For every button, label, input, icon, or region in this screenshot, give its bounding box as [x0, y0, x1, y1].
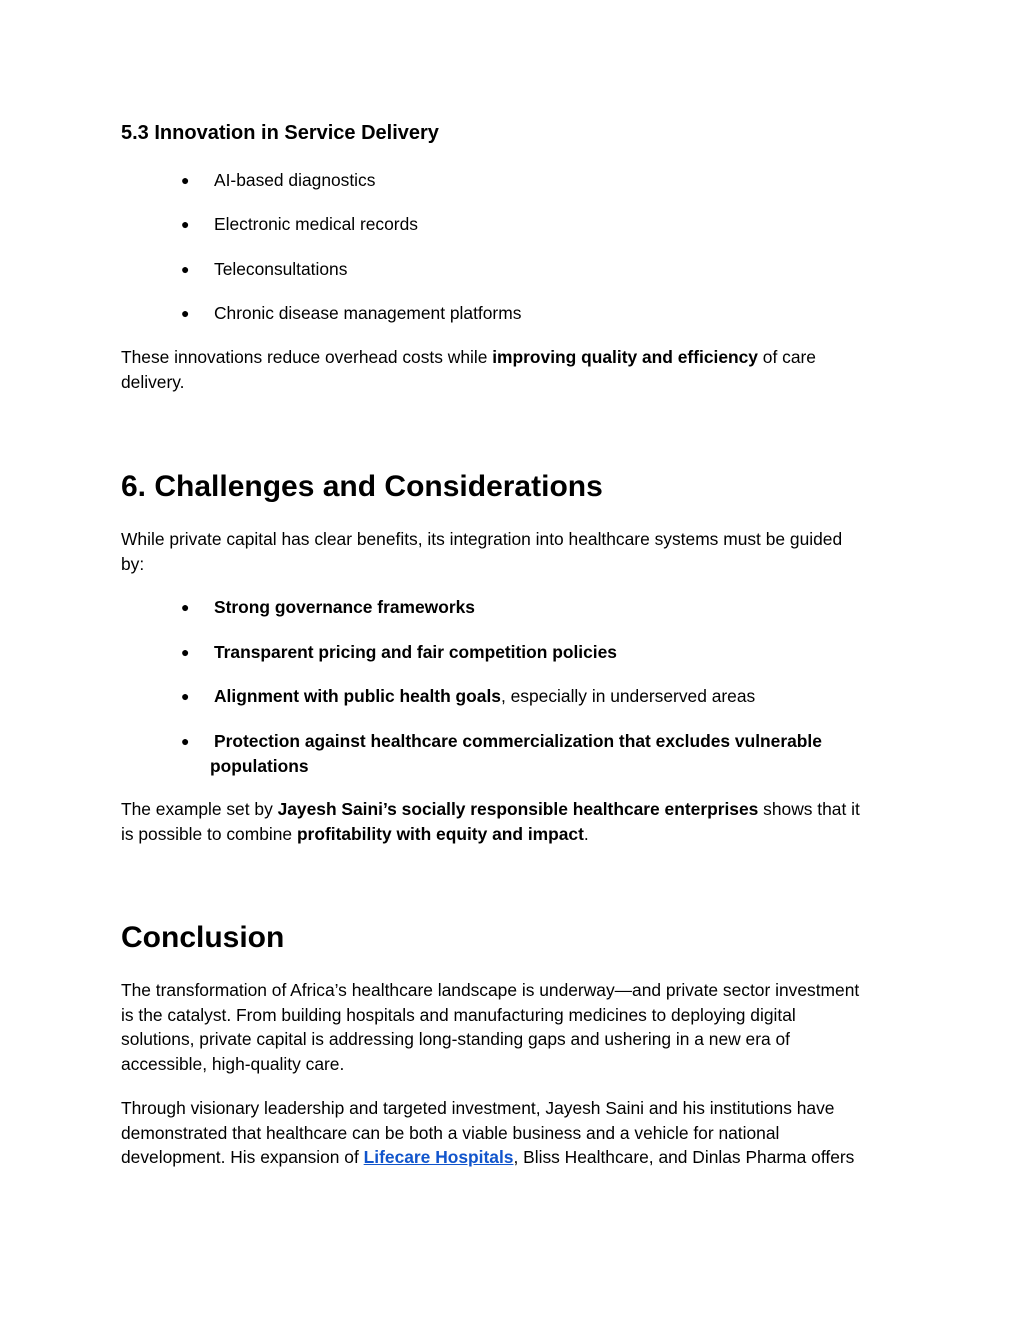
list-item-text: Strong governance frameworks — [214, 597, 475, 617]
bullet-icon: ● — [181, 172, 190, 188]
closing-text: is possible to combine — [121, 823, 297, 844]
list-item — [181, 301, 871, 326]
summary-text: These innovations reduce overhead costs while — [121, 347, 493, 367]
bullet-icon: ● — [181, 216, 190, 232]
bullet-icon: ● — [181, 688, 190, 704]
paragraph-line: accessible, high-quality care. — [121, 1053, 345, 1074]
section-5-3-summary — [121, 345, 911, 394]
closing-bold: Jayesh Saini’s socially responsible healthcare enterprises — [277, 799, 759, 819]
summary-text: of care — [757, 347, 816, 367]
section-5-3-heading: 5.3 Innovation in Service Delivery — [121, 122, 439, 144]
list-item-text: , especially in underserved areas — [500, 686, 756, 706]
section-6-intro — [121, 527, 911, 576]
list-item-text: Teleconsultations — [214, 259, 348, 279]
intro-text: While private capital has clear benefits, its integration into healthcare systems must be guided — [121, 529, 843, 549]
paragraph-line: , Bliss Healthcare, and Dinlas Pharma offers — [513, 1147, 855, 1167]
list-item — [181, 168, 871, 193]
paragraph-line: development. His expansion of — [121, 1147, 364, 1167]
list-item — [181, 595, 871, 620]
list-item-text: Transparent pricing and fair competition policies — [214, 642, 617, 662]
section-6-closing — [121, 797, 911, 846]
paragraph-line: solutions, private capital is addressing long-standing gaps and ushering in a new era of — [121, 1029, 790, 1049]
list-item — [181, 257, 871, 282]
closing-text: . — [583, 823, 589, 844]
closing-text: shows that it — [758, 799, 860, 819]
bullet-icon: ● — [181, 644, 190, 660]
list-item-text: Protection against healthcare commercialization that excludes vulnerable — [214, 731, 822, 751]
list-item — [181, 212, 871, 237]
paragraph-line: demonstrated that healthcare can be both a viable business and a vehicle for national — [121, 1122, 780, 1143]
bullet-icon: ● — [181, 733, 190, 749]
paragraph-line: Through visionary leadership and targeted investment, Jayesh Saini and his institutions have — [121, 1098, 835, 1118]
list-item — [181, 640, 871, 665]
conclusion-paragraph-1 — [121, 978, 911, 1076]
summary-text: delivery. — [121, 371, 185, 392]
list-item-text: Electronic medical records — [214, 214, 418, 234]
closing-bold: profitability with equity and impact — [296, 823, 584, 844]
closing-text: The example set by — [121, 799, 278, 819]
paragraph-line: The transformation of Africa’s healthcare landscape is underway—and private sector investment — [121, 980, 860, 1000]
section-6-heading: 6. Challenges and Considerations — [121, 470, 603, 503]
bullet-icon: ● — [181, 599, 190, 615]
conclusion-heading: Conclusion — [121, 921, 285, 954]
paragraph-line: is the catalyst. From building hospitals and manufacturing medicines to deploying digital — [121, 1004, 796, 1025]
summary-bold: improving quality and efficiency — [492, 347, 758, 367]
conclusion-paragraph-2 — [121, 1096, 911, 1170]
list-item-text: Chronic disease management platforms — [214, 303, 522, 323]
list-item — [181, 729, 871, 778]
lifecare-hospitals-link[interactable]: Lifecare Hospitals — [363, 1147, 514, 1167]
intro-text: by: — [121, 553, 145, 574]
list-item-text: Alignment with public health goals — [214, 686, 501, 706]
bullet-icon: ● — [181, 261, 190, 277]
bullet-icon: ● — [181, 305, 190, 321]
list-item — [181, 684, 871, 709]
list-item-text: AI-based diagnostics — [214, 170, 376, 190]
list-item-text: populations — [210, 755, 309, 776]
